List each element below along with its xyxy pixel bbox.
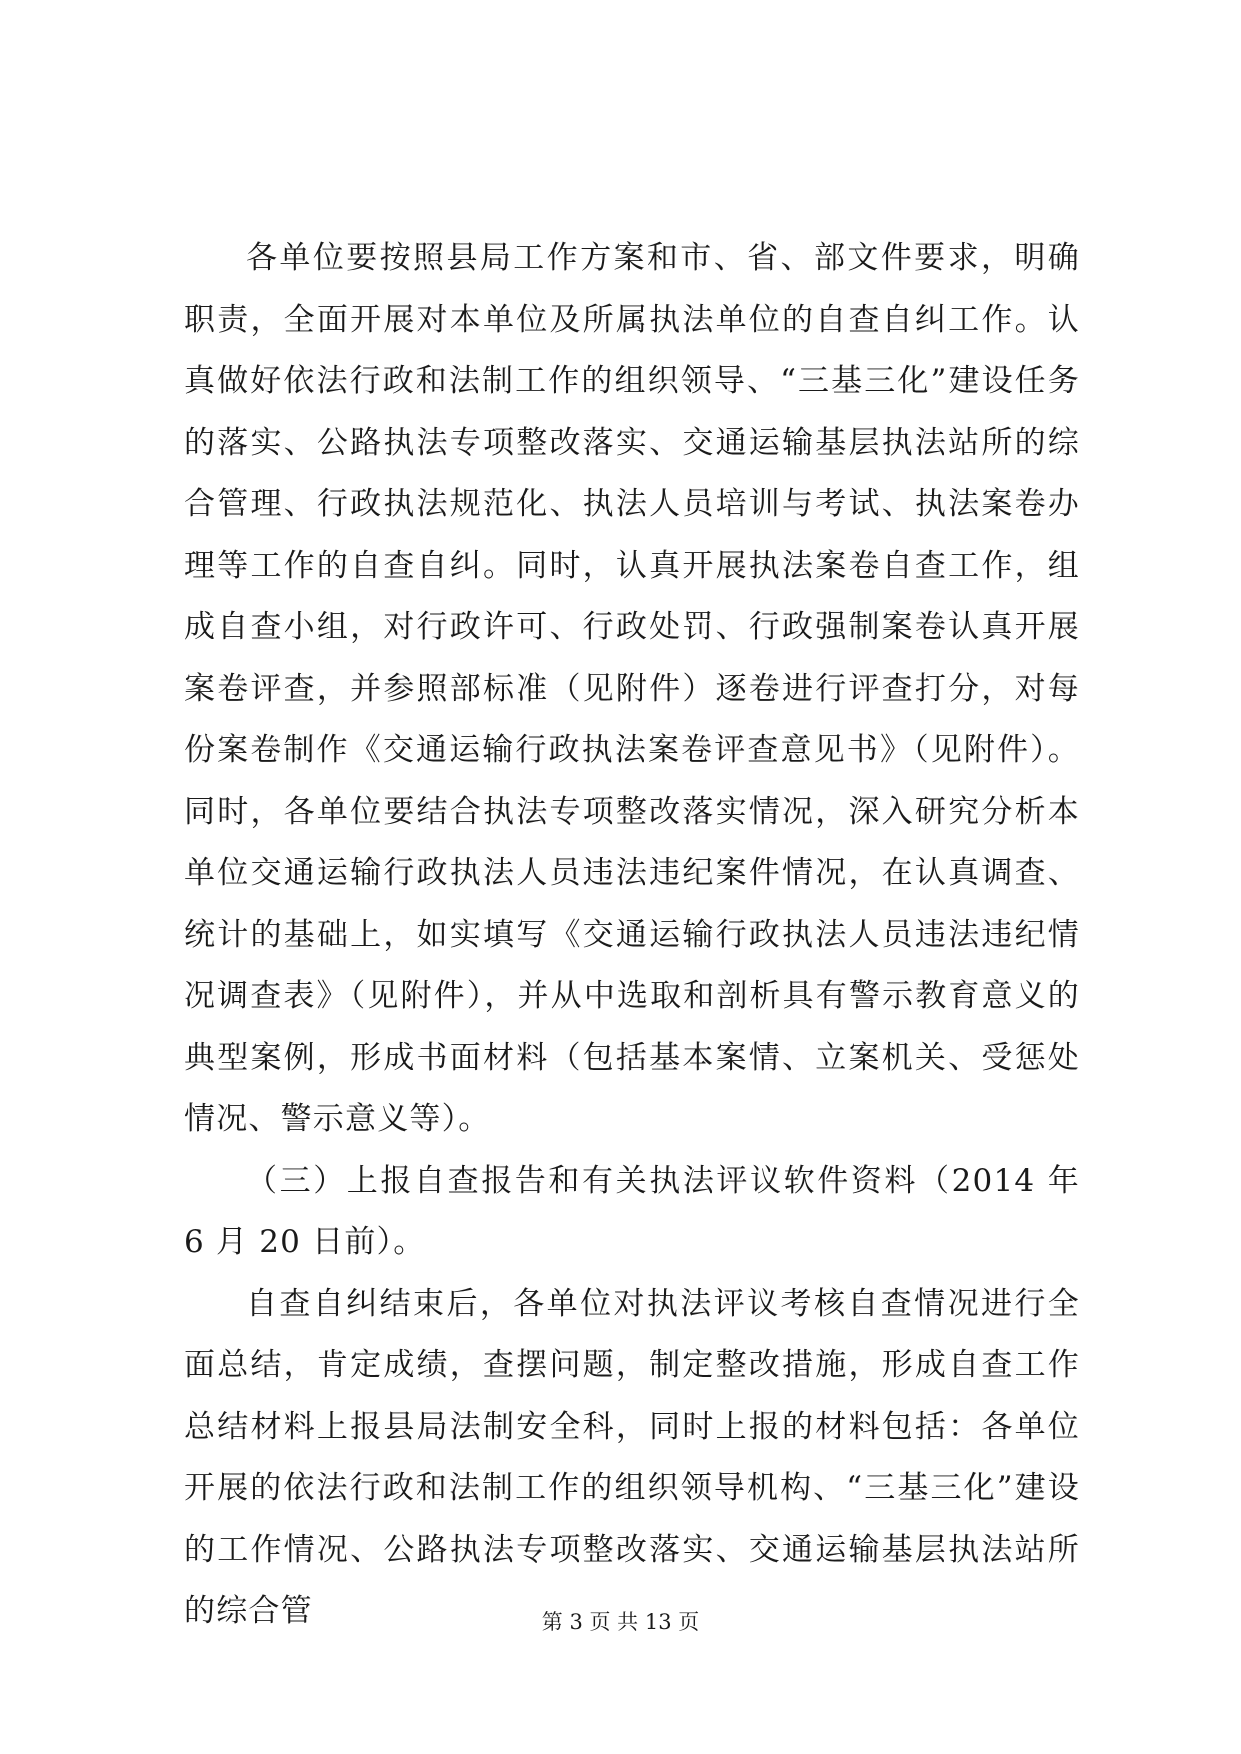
page-number-footer: 第 3 页 共 13 页 (541, 1610, 700, 1634)
document-body (184, 228, 1080, 1643)
paragraph-section-three-heading: （三）上报自查报告和有关执法评议软件资料（2014 年 6 月 20 日前）。 (184, 1162, 1080, 1260)
paragraph-summary-report: 自查自纠结束后，各单位对执法评议考核自查情况进行全面总结，肯定成绩，查摆问题，制定整改措施，形成自查工作总结材料上报县局法制安全科，同时上报的材料包括：各单位开展的依法行政和法制工作的组织领导机构、“三基三化”建设的工作情况、公路执法专项整改落实、交通运输基层执法站所的综合管 (184, 1285, 1080, 1629)
paragraph-self-inspection: 各单位要按照县局工作方案和市、省、部文件要求，明确职责，全面开展对本单位及所属执法单位的自查自纠工作。认真做好依法行政和法制工作的组织领导、“三基三化”建设任务的落实、公路执法专项整改落实、交通运输基层执法站所的综合管理、行政执法规范化、执法人员培训与考试、执法案卷办理等工作的自查自纠。同时，认真开展执法案卷自查工作，组成自查小组，对行政许可、行政处罚、行政强制案卷认真开展案卷评查，并参照部标准（见附件）逐卷进行评查打分，对每份案卷制作《交通运输行政执法案卷评查意见书》（见附件）。同时，各单位要结合执法专项整改落实情况，深入研究分析本单位交通运输行政执法人员违法违纪案件情况，在认真调查、统计的基础上，如实填写《交通运输行政执法人员违法违纪情况调查表》（见附件），并从中选取和剖析具有警示教育意义的典型案例，形成书面材料（包括基本案情、立案机关、受惩处情况、警示意义等）。 (184, 240, 1080, 1137)
